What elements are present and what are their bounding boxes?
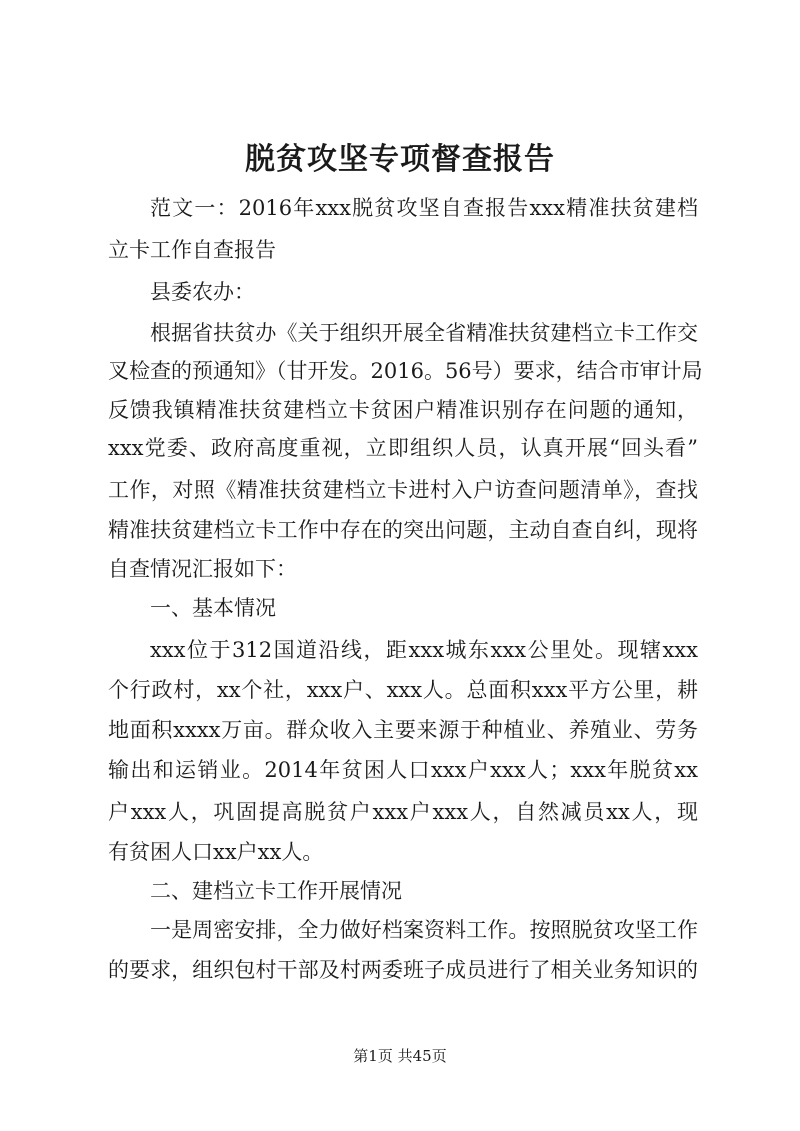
text-line: 输出和运销业。2014年贫困人口xxx户xxx人；xxx年脱贫xx — [108, 758, 698, 782]
text-line: 县委农办： — [150, 280, 255, 304]
section-heading: 二、建档立卡工作开展情况 — [150, 879, 402, 903]
text-line: 范文一：2016年xxx脱贫攻坚自查报告xxx精准扶贫建档 — [150, 196, 698, 220]
section-heading: 一、基本情况 — [150, 596, 276, 620]
text-line: 立卡工作自查报告 — [108, 238, 276, 262]
text-line: 反馈我镇精准扶贫建档立卡贫困户精准识别存在问题的通知， — [108, 398, 698, 422]
text-line: 个行政村，xx个社，xxx户、xxx人。总面积xxx平方公里，耕 — [108, 678, 698, 702]
text-line: 一是周密安排，全力做好档案资料工作。按照脱贫攻坚工作 — [150, 918, 698, 942]
document-title: 脱贫攻坚专项督查报告 — [245, 142, 555, 177]
text-line: 有贫困人口xx户xx人。 — [108, 840, 324, 864]
page-footer: 第1页 共45页 — [353, 1047, 447, 1065]
text-line: xxx党委、政府高度重视，立即组织人员，认真开展“回头看” — [108, 436, 698, 460]
text-line: 地面积xxxx万亩。群众收入主要来源于种植业、养殖业、劳务 — [108, 718, 698, 742]
text-line: 自查情况汇报如下： — [108, 557, 297, 581]
text-line: 的要求，组织包村干部及村两委班子成员进行了相关业务知识的 — [108, 958, 698, 982]
text-line: xxx位于312国道沿线，距xxx城东xxx公里处。现辖xxx — [150, 638, 698, 662]
text-line: 工作，对照《精准扶贫建档立卡进村入户访查问题清单》，查找 — [108, 478, 698, 502]
text-line: 精准扶贫建档立卡工作中存在的突出问题，主动自查自纠，现将 — [108, 518, 698, 542]
text-line: 根据省扶贫办《关于组织开展全省精准扶贫建档立卡工作交 — [150, 321, 698, 345]
text-line: 叉检查的预通知》（甘开发。2016。56号）要求，结合市审计局 — [108, 359, 703, 383]
text-line: 户xxx人，巩固提高脱贫户xxx户xxx人，自然减员xx人，现 — [108, 800, 698, 824]
